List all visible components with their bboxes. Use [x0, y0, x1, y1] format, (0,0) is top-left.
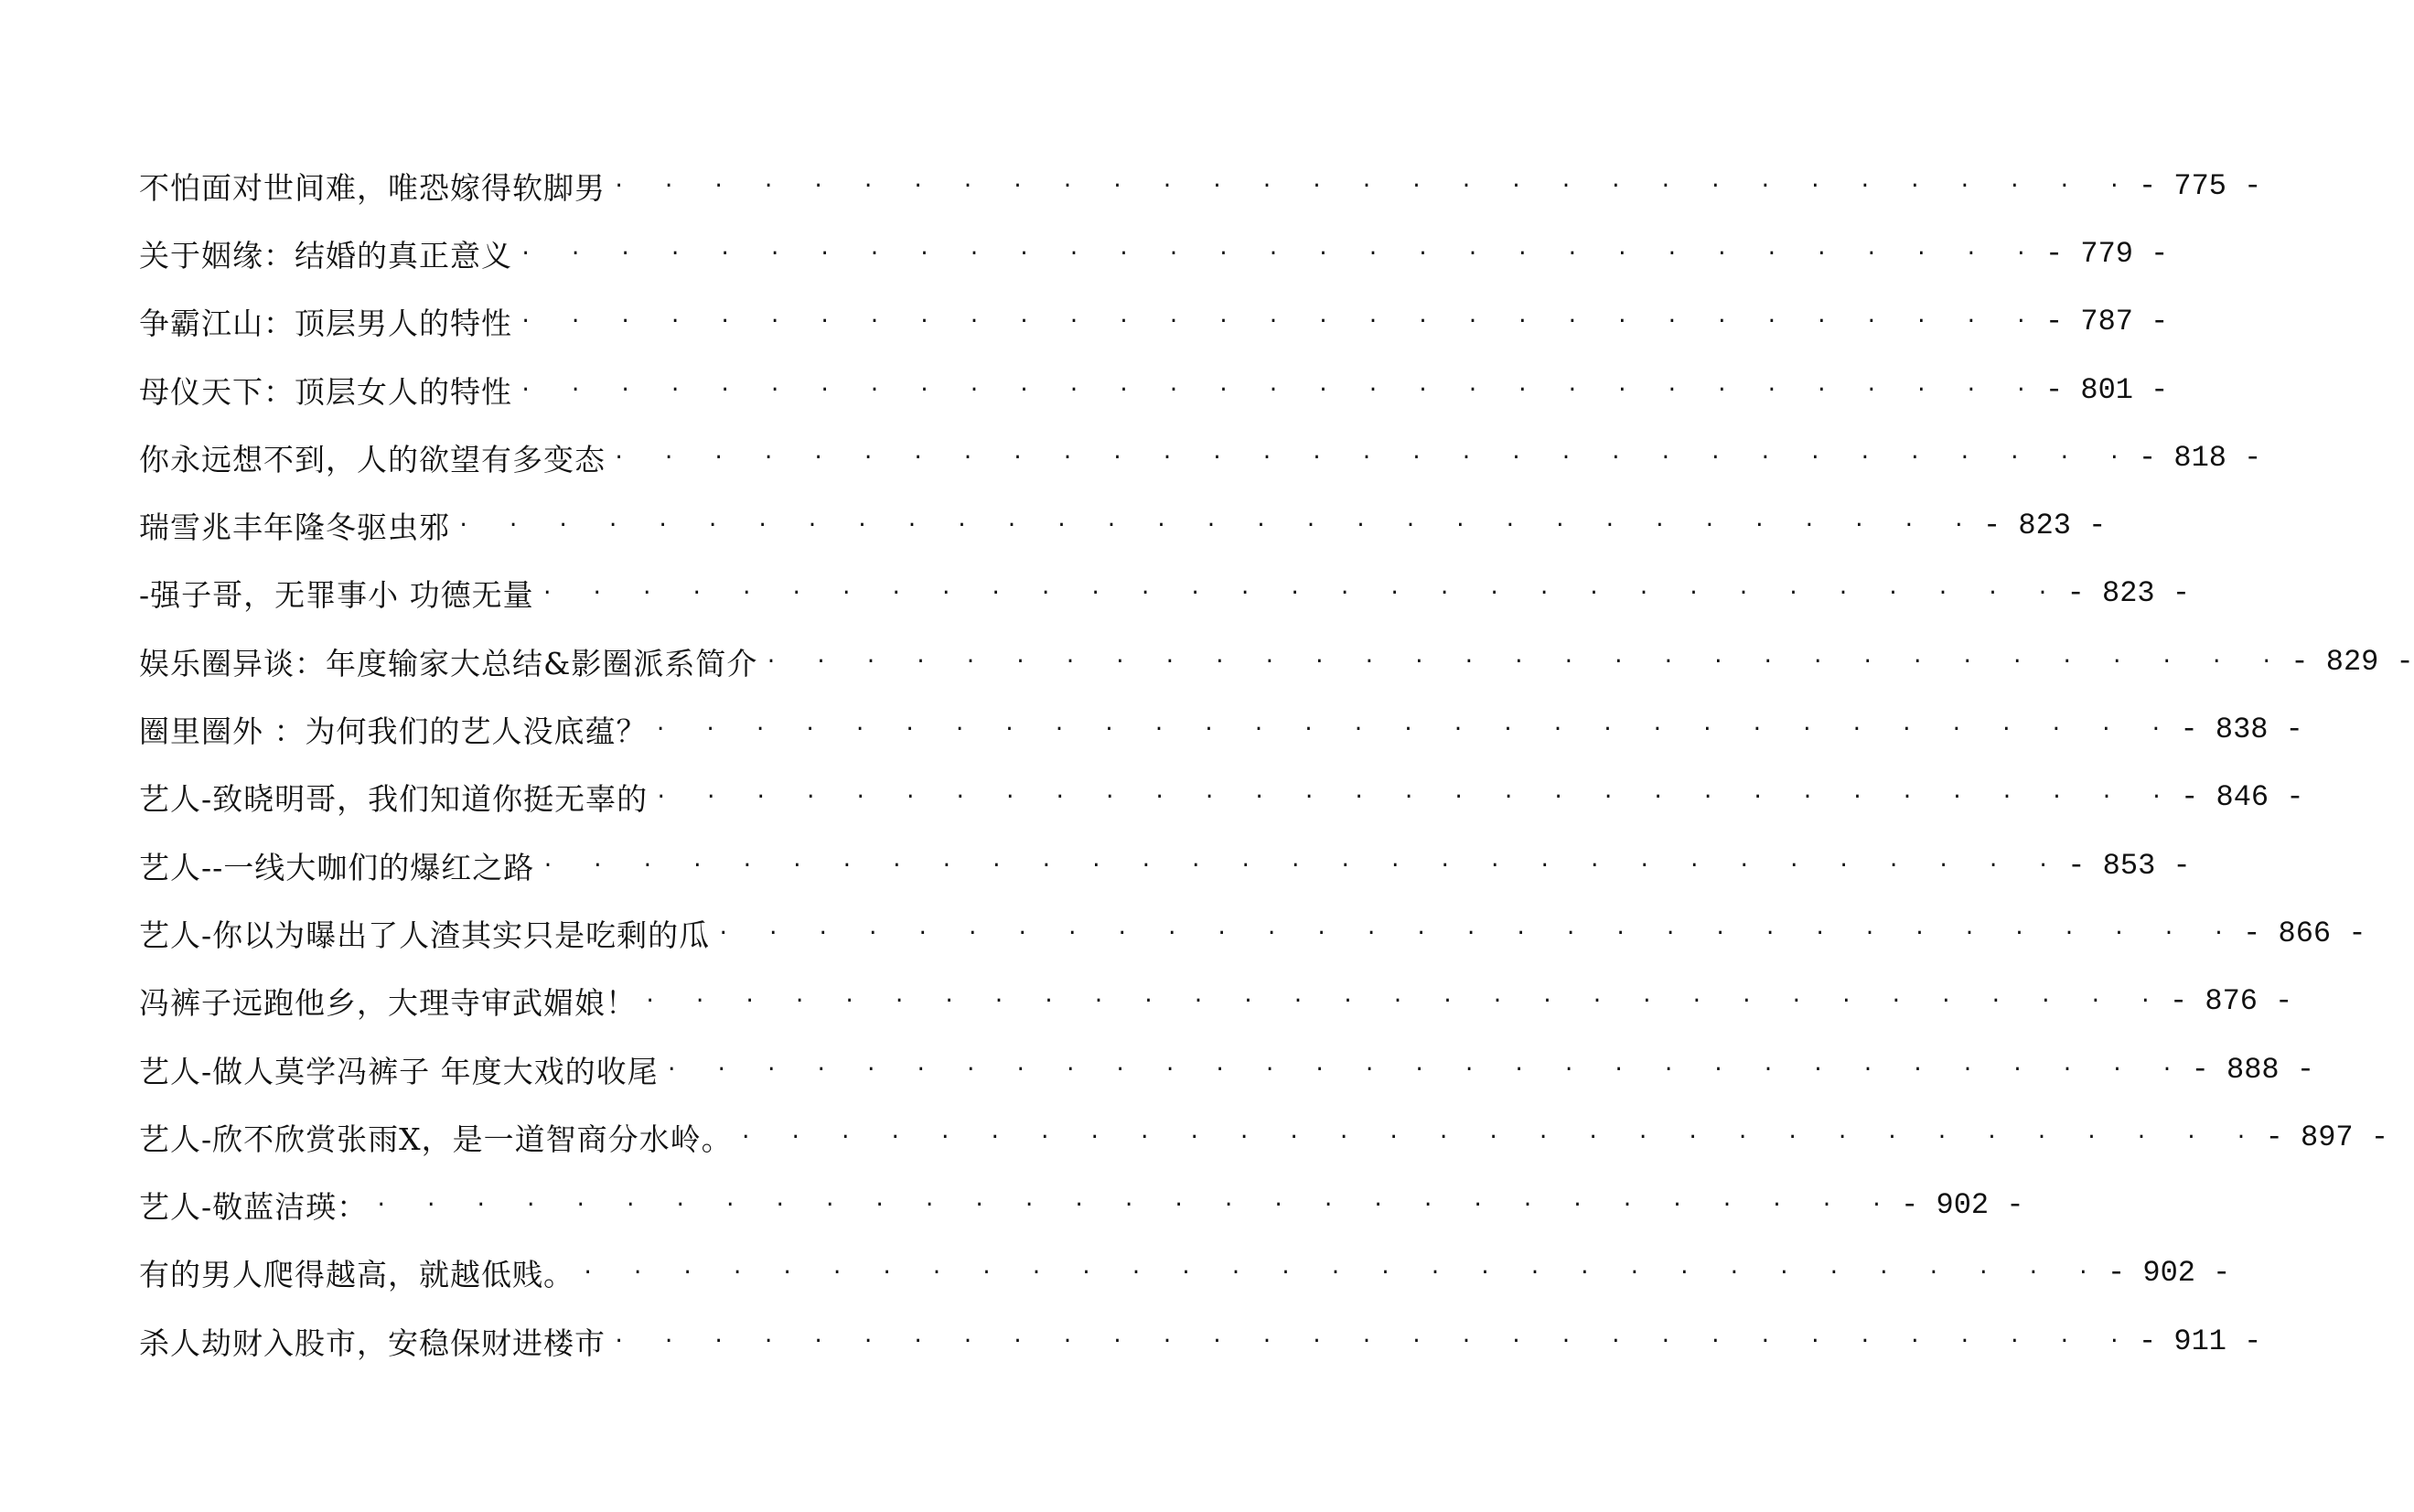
toc-entry-page: - 801 - — [2044, 372, 2169, 407]
toc-entry-title: 不怕面对世间难，唯恐嫁得软脚男 — [139, 169, 606, 206]
toc-entry-leader: · · · · · · · · · · · · · · · · · · · · · · · · · · · · · · · — [655, 786, 2176, 810]
toc-entry[interactable] — [139, 356, 2169, 424]
toc-entry[interactable] — [139, 1035, 2315, 1103]
toc-entry[interactable] — [139, 695, 2303, 763]
toc-entry-title: 争霸江山：顶层男人的特性 — [139, 306, 512, 342]
toc-entry-page: - 888 - — [2191, 1052, 2315, 1087]
toc-entry-page: - 846 - — [2181, 780, 2304, 815]
toc-entry-page: - 853 - — [2067, 848, 2191, 883]
toc-entry[interactable] — [139, 424, 2262, 491]
toc-entry[interactable] — [139, 1307, 2262, 1375]
toc-entry-leader: · · · · · · · · · · · · · · · · · · · · · · · · · · · · · · · — [582, 1261, 2102, 1285]
table-of-contents — [139, 152, 2414, 1375]
toc-entry-title: -强子哥，无罪事小 功德无量 — [139, 577, 534, 614]
toc-entry-title: 娱乐圈异谈：年度输家大总结&影圈派系简介 — [139, 645, 758, 681]
toc-entry-leader: · · · · · · · · · · · · · · · · · · · · · · · · · · · · · · · — [542, 853, 2063, 877]
toc-entry[interactable] — [139, 491, 2107, 559]
toc-entry-page: - 779 - — [2044, 236, 2169, 271]
toc-entry-leader: · · · · · · · · · · · · · · · · · · · · · · · · · · · · · · · — [654, 718, 2175, 742]
toc-entry-page: - 866 - — [2243, 916, 2366, 950]
toc-entry[interactable] — [139, 220, 2169, 287]
toc-entry-title: 你永远想不到，人的欲望有多变态 — [139, 441, 606, 477]
toc-entry-leader: · · · · · · · · · · · · · · · · · · · · · · · · · · · · · · · — [520, 310, 2040, 334]
toc-entry-leader: · · · · · · · · · · · · · · · · · · · · · · · · · · · · · · · — [613, 1329, 2133, 1353]
toc-entry-title: 圈里圈外 ：为何我们的艺人没底蕴？ — [139, 713, 648, 750]
toc-entry-title: 艺人-你以为曝出了人渣其实只是吃剩的瓜 — [139, 917, 711, 953]
toc-entry-page: - 829 - — [2291, 644, 2414, 679]
toc-entry[interactable] — [139, 288, 2169, 356]
toc-entry-title: 艺人-致晓明哥，我们知道你挺无辜的 — [139, 781, 649, 818]
toc-entry-page: - 823 - — [2066, 576, 2191, 611]
toc-entry-leader: · · · · · · · · · · · · · · · · · · · · · · · · · · · · · · · — [520, 378, 2040, 402]
toc-entry-title: 关于姻缘：结婚的真正意义 — [139, 237, 512, 273]
toc-entry-page: - 775 - — [2138, 168, 2262, 203]
toc-entry[interactable] — [139, 764, 2304, 831]
toc-entry-leader: · · · · · · · · · · · · · · · · · · · · · · · · · · · · · · · — [457, 514, 1978, 538]
toc-entry-page: - 838 - — [2180, 713, 2303, 747]
toc-entry-leader: · · · · · · · · · · · · · · · · · · · · · · · · · · · · · · · — [644, 990, 2164, 1013]
toc-entry-leader: · · · · · · · · · · · · · · · · · · · · · · · · · · · · · · · — [520, 241, 2040, 265]
toc-entry-leader: · · · · · · · · · · · · · · · · · · · · · · · · · · · · · · · — [665, 1057, 2186, 1081]
toc-entry-title: 艺人--一线大咖们的爆红之路 — [139, 849, 535, 885]
toc-entry-title: 艺人-欣不欣赏张雨X，是一道智商分水岭。 — [139, 1121, 733, 1157]
toc-entry-title: 母仪天下：顶层女人的特性 — [139, 373, 512, 410]
toc-entry-page: - 902 - — [1901, 1188, 2024, 1223]
toc-entry-title: 艺人-做人莫学冯裤子 年度大戏的收尾 — [139, 1053, 659, 1089]
toc-entry[interactable] — [139, 899, 2366, 967]
toc-entry-leader: · · · · · · · · · · · · · · · · · · · · · · · · · · · · · · · — [375, 1194, 1896, 1217]
toc-entry-leader: · · · · · · · · · · · · · · · · · · · · · · · · · · · · · · · — [765, 649, 2286, 673]
toc-entry[interactable] — [139, 152, 2262, 220]
toc-entry-page: - 818 - — [2138, 440, 2262, 475]
toc-entry[interactable] — [139, 1239, 2231, 1307]
toc-entry-leader: · · · · · · · · · · · · · · · · · · · · · · · · · · · · · · · — [739, 1125, 2260, 1149]
toc-entry[interactable] — [139, 831, 2191, 899]
toc-entry-page: - 876 - — [2169, 984, 2293, 1019]
toc-entry-title: 瑞雪兆丰年隆冬驱虫邪 — [139, 509, 450, 546]
toc-entry-title: 杀人劫财入股市，安稳保财进楼市 — [139, 1324, 606, 1361]
toc-entry-page: - 823 - — [1982, 509, 2107, 543]
toc-entry-leader: · · · · · · · · · · · · · · · · · · · · · · · · · · · · · · · — [541, 582, 2062, 606]
toc-entry-leader: · · · · · · · · · · · · · · · · · · · · · · · · · · · · · · · — [717, 921, 2238, 945]
toc-entry-page: - 902 - — [2107, 1256, 2231, 1291]
toc-entry-page: - 911 - — [2138, 1324, 2262, 1358]
toc-entry-title: 冯裤子远跑他乡，大理寺审武媚娘！ — [139, 985, 637, 1022]
toc-entry-page: - 897 - — [2265, 1120, 2389, 1154]
toc-entry-title: 艺人-敬蓝洁瑛： — [139, 1189, 369, 1226]
toc-entry[interactable] — [139, 560, 2191, 627]
toc-entry[interactable] — [139, 968, 2293, 1035]
toc-entry-page: - 787 - — [2044, 305, 2169, 339]
toc-entry[interactable] — [139, 1171, 2024, 1239]
toc-entry-title: 有的男人爬得越高，就越低贱。 — [139, 1257, 574, 1293]
toc-entry-leader: · · · · · · · · · · · · · · · · · · · · · · · · · · · · · · · — [613, 445, 2133, 469]
toc-entry[interactable] — [139, 1103, 2389, 1171]
toc-entry-leader: · · · · · · · · · · · · · · · · · · · · · · · · · · · · · · · — [613, 174, 2133, 198]
toc-entry[interactable] — [139, 627, 2414, 695]
